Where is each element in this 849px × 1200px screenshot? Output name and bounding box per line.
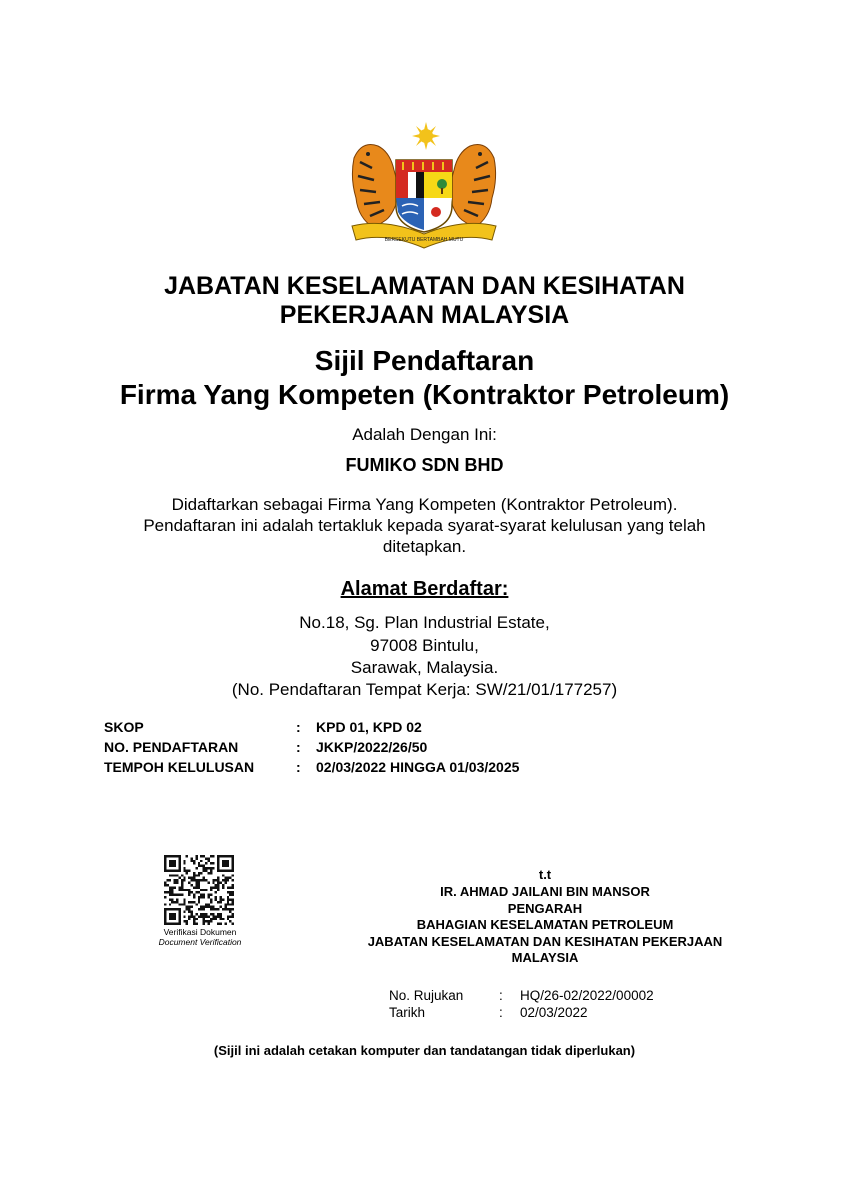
certificate-title-line2: Firma Yang Kompeten (Kontraktor Petroleum) xyxy=(119,379,730,410)
agency-name-line2: PEKERJAAN MALAYSIA xyxy=(279,301,570,329)
reference-label: No. Rujukan xyxy=(389,988,464,1003)
signature-tt: t.t xyxy=(538,867,552,882)
detail-row-registration-no xyxy=(104,739,724,759)
signatory-division: BAHAGIAN KESELAMATAN PETROLEUM xyxy=(416,917,674,932)
agency-name-line1: JABATAN KESELAMATAN DAN KESIHATAN xyxy=(164,272,685,300)
qr-caption-english: Document Verification xyxy=(158,937,242,947)
detail-value: 02/03/2022 HINGGA 01/03/2025 xyxy=(316,759,520,775)
detail-separator: : xyxy=(296,719,301,735)
detail-row-approval-period xyxy=(104,759,724,779)
malaysia-coat-of-arms-icon xyxy=(344,122,504,252)
reference-value: 02/03/2022 xyxy=(520,1005,588,1020)
workplace-registration: (No. Pendaftaran Tempat Kerja: SW/21/01/177257) xyxy=(231,680,618,699)
reference-row-number xyxy=(389,988,689,1005)
reference-block xyxy=(389,988,689,1022)
company-name: FUMIKO SDN BHD xyxy=(345,455,504,475)
address-heading: Alamat Berdaftar: xyxy=(340,578,509,600)
certificate-details xyxy=(104,719,724,779)
detail-separator: : xyxy=(296,759,301,775)
detail-label: NO. PENDAFTARAN xyxy=(104,739,239,755)
detail-value: JKKP/2022/26/50 xyxy=(316,739,428,755)
statement-line3: ditetapkan. xyxy=(382,537,467,556)
signatory-department-line2: MALAYSIA xyxy=(511,950,579,965)
signatory-position: PENGARAH xyxy=(507,901,583,916)
address-line3: Sarawak, Malaysia. xyxy=(350,658,499,677)
address-line2: 97008 Bintulu, xyxy=(370,636,479,655)
statement-line2: Pendaftaran ini adalah tertakluk kepada syarat-syarat kelulusan yang telah xyxy=(143,516,706,535)
statement-line1: Didaftarkan sebagai Firma Yang Kompeten (Kontraktor Petroleum). xyxy=(171,495,678,514)
detail-label: TEMPOH KELULUSAN xyxy=(104,759,255,775)
reference-separator: : xyxy=(499,988,503,1003)
reference-row-date xyxy=(389,1005,689,1022)
qr-code-icon[interactable] xyxy=(164,855,234,925)
reference-label: Tarikh xyxy=(389,1005,426,1020)
certificate-title-line1: Sijil Pendaftaran xyxy=(314,345,535,376)
detail-row-scope xyxy=(104,719,724,739)
detail-label: SKOP xyxy=(104,719,144,735)
detail-separator: : xyxy=(296,739,301,755)
reference-separator: : xyxy=(499,1005,503,1020)
qr-caption-malay: Verifikasi Dokumen xyxy=(163,927,237,937)
certificate-intro: Adalah Dengan Ini: xyxy=(352,425,497,444)
crest-motto: BERSEKUTU BERTAMBAH MUTU xyxy=(384,237,464,243)
signatory-name: IR. AHMAD JAILANI BIN MANSOR xyxy=(440,884,650,899)
reference-value: HQ/26-02/2022/00002 xyxy=(520,988,654,1003)
signatory-department-line1: JABATAN KESELAMATAN DAN KESIHATAN PEKERJAAN xyxy=(367,934,723,949)
detail-value: KPD 01, KPD 02 xyxy=(316,719,422,735)
address-line1: No.18, Sg. Plan Industrial Estate, xyxy=(299,613,550,632)
computer-generated-footnote: (Sijil ini adalah cetakan komputer dan tandatangan tidak diperlukan) xyxy=(213,1043,636,1058)
